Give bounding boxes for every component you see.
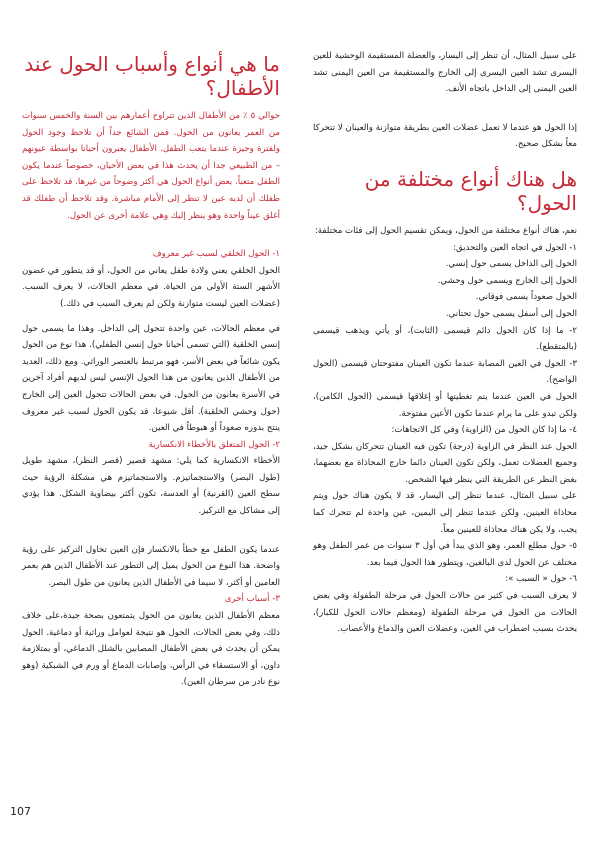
left-section-heading: ما هي أنواع وأسباب الحول عند الأطفال؟ (24, 52, 280, 100)
subheading-congenital: ١- الحول الخلقي لسبب غير معروف (152, 249, 280, 260)
subheading-refractive: ٢- الحول المتعلق بالأخطاء الانكسارية (148, 439, 280, 450)
right-section-heading: هل هناك أنواع مختلفة من الحول؟ (364, 166, 577, 215)
congenital-paragraph-2: في معظم الحالات، عين واحدة تتحول إلى الداخل. وهذا ما يسمى حول إنسي الخلقية (التي تسمى أحيانا حول إنسي الطفلي). هذا نوع من الحول يكون شائعاً في بعض الأسر، فهو مرتبط بالعنصر الوراثي. ومع ذلك، العديد من الأطفال الذين يعانون من هذا الحول الإنسي ليس لديهم أفراد آخرين في الأسرة يعانون من الحول. في بعض الحالات تتحول العين إلى الخارج (حول وحشي الخلقية). أقل شيوعا، قد يكون الحول لسبب غير معروف ينتج بدوره صعوداً أو هبوطاً في العين. (22, 323, 280, 434)
list-item: الحول إلى أسفل يسمى حول تحتاني. (445, 308, 577, 319)
list-item: ٥- حول مطلع العمر، وهو الذي يبدأ في أول ٣ سنوات من عمر الطفل وهو مختلف عن الحول لدى البالغين، ويتطور هذا الحول فيما بعد. (313, 541, 577, 568)
list-item: على سبيل المثال، عندما تنظر إلى اليسار، قد لا يكون هناك حول ويتم محاذاة العينين. ولكن عندما تنظر إلى اليمين، عين واحدة لم تتحرك كما يجب، ولا يكن هناك محاذاة للعينين معاً. (313, 491, 577, 535)
right-intro-paragraph: على سبيل المثال، أن تنظر إلى اليسار، والعضلة المستقيمة الوحشية للعين اليسرى تشد العين اليسرى إلى الخارج والمستقيمة من العين اليمنى تشد العين اليمنى إلى الداخل باتجاه الأنف. (313, 51, 577, 95)
list-item: ٣- الحول في العين المصابة عندما تكون العينان مفتوحتان قيسمى (الحول الواضح). (313, 358, 577, 386)
list-item: الحول صعوداً يسمى فوقاني. (475, 292, 577, 303)
list-item: ٤- ما إذا كان الحول من (الزاوية) وفي كل الاتجاهات: (391, 425, 577, 436)
list-item: ٢- ما إذا كان الحول دائم قيسمى (الثابت)، أو يأتي ويذهب قيسمى (بالمتقطع). (313, 325, 577, 353)
list-item: الحول إلى الخارج ويسمى حول وحشي. (437, 275, 577, 286)
list-item: الحول إلى الداخل يسمى حول إنسي. (445, 259, 577, 270)
right-summary-paragraph: إذا الحول هو عندما لا تعمل عضلات العين بطريقة متوازنة والعينان لا تتحركا معاً بشكل صحيح. (313, 122, 577, 150)
list-item: الحول عند النظر في الزاوية (درجة) تكون فيه العينان تتحركان بشكل جيد، وجميع العضلات تعمل، ولكن تكون العينان دائما خارج المحاذاة مع بعضهما، بغض النظر عن الطريقة التي ينظر فيها الشخص. (313, 441, 577, 485)
refractive-paragraph-2: عندما يكون الطفل مع خطأ بالانكسار فإن العين تحاول التركيز على رؤية واضحة. هذا النوع من الحول يميل إلى التطور عند الأطفال الذين هم بعمر العامين أو أكثر، لا سيما في الأطفال الذين يعانون من طول البصر. (22, 544, 280, 588)
refractive-paragraph-1: الأخطاء الانكسارية كما يلي: مشهد قصير (قصر النظر)، مشهد طويل (طول البصر) والاستجماتيزم. والاستجماتيزم هي مشكلة الرؤية حيث سطح العين (القرنية) أو العدسة، تكون أكثر بيضاوية الشكل. هذا يؤدي إلى مشاكل مع التركيز. (22, 456, 280, 517)
right-column (313, 48, 577, 638)
page-number: 107 (10, 805, 31, 818)
other-causes-paragraph: معظم الأطفال الذين يعانون من الحول يتمتعون بصحة جيدة،على خلاف ذلك، وفي بعض الحالات، الحول هو نتيجة لعوامل وراثية أو دماغية. الحول يمكن أن يحدث في بعض الأطفال المصابين بالشلل الدماغي، أو بمتلازمة داون، أو الاستسقاء في الرأس، وإصابات الدماغ أو ورم في الشبكية (وهو نوع نادر من سرطان العين). (22, 611, 280, 688)
right-lead-paragraph: نعم، هناك أنواع مختلفة من الحول، ويمكن تقسيم الحول إلى فئات مختلفة: (314, 225, 577, 236)
strabismus-types-list (313, 240, 577, 638)
list-item: ٦- حول « السبب »: (505, 574, 577, 585)
left-column (22, 48, 280, 691)
subheading-other-causes: ٣- أسباب أخرى (224, 594, 280, 605)
left-intro-paragraph: حوالي ٥ ٪ من الأطفال الذين تتراوح أعمارهم بين السنة والخمس سنوات من العمر يعانون من الحول. فمن الشائع جداً أن تلاحظ وجود الحول ولفترة وجيزة عندما يتعب الطفل. الأطفال يعبرون أحيانا بواسطة عيونهم – من الطبيعي جدا أن يحدث هذا في بعض الأحيان، خصوصاً عندما يكون الطفل متعباً. بعض أنواع الحول هي أكثر وضوحاً من غيرها. قد تلاحظ على طفلك أن لديه عين لا تنظر إلى الأمام مباشرة. وقد تلاحظ أن طفلك قد أغلق عيناً واحدة وهو ينظر إليك وهي علامة أخرى عن الحول. (22, 111, 281, 221)
congenital-paragraph-1: الحول الخلقي يعني ولادة طفل يعاني من الحول، أو قد يتطور في غضون الأشهر الستة الأولى من الحياة. في معظم الحالات، لا يعرف السبب. (عضلات العين ليست متوازنة ولكن لم يعرف السبب في ذلك.) (22, 265, 280, 309)
list-item: الحول في العين عندما يتم تغطيتها أو إغلاقها قيسمى (الحول الكامن)، ولكن تبدو على ما يرام عندما تكون الأعين مفتوحة. (313, 391, 577, 419)
list-item: ١- الحول في اتجاه العين والتحديق: (453, 242, 577, 253)
list-item: لا يعرف السبب في كثير من حالات الحول في مرحلة الطفولة وفي بعض الحالات من الحول في مرحلة الطفولة (ومعظم حالات الحول للكبار)، يحدث بسبب اضطراب في العين، وعضلات العين والدماغ والأعصاب. (313, 591, 577, 635)
